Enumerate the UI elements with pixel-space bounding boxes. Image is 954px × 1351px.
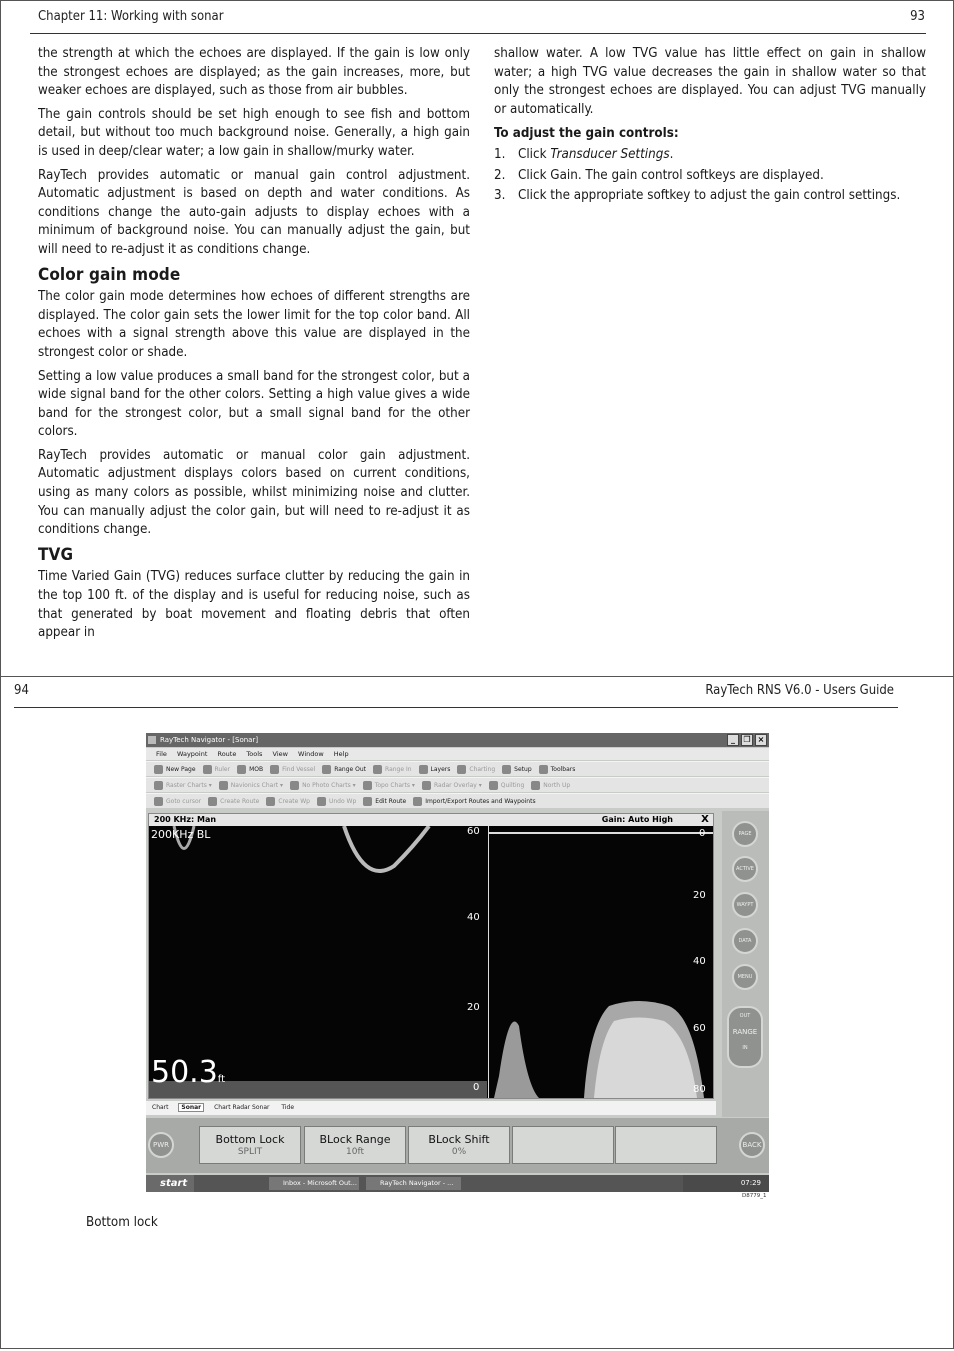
toolbar-icon <box>208 797 217 806</box>
header-rule <box>14 707 898 708</box>
depth-scale-left: 20 <box>467 1002 480 1013</box>
side-button-panel <box>722 811 769 1117</box>
back-button[interactable]: BACK <box>739 1132 765 1158</box>
menu-button[interactable]: MENU <box>732 964 758 990</box>
toolbar-icon <box>489 781 498 790</box>
toolbar-icon <box>502 765 511 774</box>
menu-file[interactable]: File <box>156 750 167 758</box>
guide-title: RayTech RNS V6.0 - Users Guide <box>705 683 894 698</box>
softkey-empty-4[interactable] <box>512 1126 614 1164</box>
toolbar-icon <box>290 781 299 790</box>
toolbar-button[interactable]: Create Wp <box>266 798 310 805</box>
menu-window[interactable]: Window <box>298 750 324 758</box>
paragraph: The gain controls should be set high enough to see fish and bottom detail, but without too much background noise. Generally, a high gain is used in deep/clear water; a low gain in shallow/murky water. <box>38 106 470 159</box>
menu-route[interactable]: Route <box>217 750 237 758</box>
close-panel-icon[interactable]: X <box>701 814 709 825</box>
heading-color-gain: Color gain mode <box>38 264 181 285</box>
toolbar-button[interactable]: No Photo Charts ▾ <box>290 782 356 789</box>
depth-scale-right: 80 <box>693 1084 706 1095</box>
range-label: RANGE <box>732 1028 758 1036</box>
taskbar-outlook[interactable]: Inbox - Microsoft Out... <box>269 1177 359 1190</box>
sonar-status-bar <box>149 814 713 826</box>
toolbar-button[interactable]: Edit Route <box>363 798 406 805</box>
depth-scale-left: 0 <box>473 1082 480 1093</box>
toolbar-icon <box>539 765 548 774</box>
right-column <box>494 45 926 208</box>
list-item: 2. Click Gain. The gain control softkeys are displayed. <box>494 167 824 183</box>
toolbar-icon <box>457 765 466 774</box>
bottom-lock-line <box>489 832 713 834</box>
tab-tide[interactable]: Tide <box>281 1104 295 1111</box>
toolbar-button[interactable]: Find Vessel <box>270 766 315 773</box>
figure-id: D8779_1 <box>742 1193 767 1199</box>
window-title: RayTech Navigator - [Sonar] <box>160 736 259 744</box>
toolbar-icon <box>322 765 331 774</box>
toolbar-icon <box>531 781 540 790</box>
toolbar-icon <box>363 797 372 806</box>
depth-scale-right: 20 <box>693 890 706 901</box>
figure-caption: Bottom lock <box>86 1215 158 1230</box>
tab-chart-radar-sonar[interactable]: Chart Radar Sonar <box>214 1104 270 1111</box>
page-tabs <box>146 1101 716 1115</box>
tab-sonar[interactable]: Sonar <box>178 1103 204 1112</box>
system-clock: 07:29 <box>683 1175 769 1192</box>
toolbar-button[interactable]: Ruler <box>203 766 231 773</box>
paragraph: Time Varied Gain (TVG) reduces surface clutter by reducing the gain in the top 100 ft. of the display and is useful for reducing noise, such as that generated by boat movement and floating debris that often appear in <box>38 569 470 641</box>
menu-waypoint[interactable]: Waypoint <box>176 750 208 758</box>
toolbar-icon <box>363 781 372 790</box>
toolbar-icon <box>154 781 163 790</box>
toolbar-button[interactable]: Navionics Chart ▾ <box>219 782 283 789</box>
paragraph: The color gain mode determines how echoes of different strengths are displayed. The color gain sets the lower limit for the top color band. All echoes with a signal strength above this value are displayed in the strongest color or shade. <box>38 289 470 360</box>
active-button[interactable]: ACTIVE <box>732 856 758 882</box>
menu-tools[interactable]: Tools <box>246 750 263 758</box>
minimize-icon[interactable]: _ <box>727 734 739 746</box>
depth-scale-right: 40 <box>693 956 706 967</box>
toolbar-routes <box>146 793 769 808</box>
toolbar-icon <box>154 765 163 774</box>
toolbar-charts <box>146 777 769 792</box>
paragraph: shallow water. A low TVG value has little effect on gain in shallow water; a high TVG value decreases the gain in shallow water so that only the strongest echoes are displayed. You can adjust TVG manually or automatically. <box>494 46 926 117</box>
toolbar-button[interactable]: Quilting <box>489 782 525 789</box>
left-column <box>38 45 470 648</box>
windows-taskbar <box>146 1175 769 1192</box>
toolbar-button[interactable]: New Page <box>154 766 196 773</box>
toolbar-icon <box>266 797 275 806</box>
softkey-bar <box>146 1118 769 1173</box>
window-titlebar <box>146 733 769 747</box>
heading-tvg: TVG <box>38 544 74 565</box>
paragraph: RayTech provides automatic or manual gain control adjustment. Automatic adjustment is based on depth and water conditions. As conditions change the auto-gain adjusts to display echoes with a minimum of background noise. You can manually adjust the gain, but will need to re-adjust it as conditions change. <box>38 167 470 257</box>
paragraph: the strength at which the echoes are displayed. If the gain is low only the strongest echoes are displayed; as the gain increases, more, but weaker echoes are displayed, such as those from air bubbles. <box>38 46 470 99</box>
toolbar-button[interactable]: Radar Overlay ▾ <box>422 782 482 789</box>
chapter-header: Chapter 11: Working with sonar <box>38 9 224 24</box>
depth-scale-left: 40 <box>467 912 480 923</box>
toolbar-button[interactable]: North Up <box>531 782 570 789</box>
range-out-button[interactable]: OUT <box>739 1013 751 1019</box>
toolbar-button[interactable]: Charting <box>457 766 495 773</box>
depth-scale-right: 60 <box>693 1023 706 1034</box>
taskbar-raytech[interactable]: RayTech Navigator - ... <box>366 1177 461 1190</box>
frequency-mode: 200 KHz: Man <box>154 815 217 824</box>
transducer-settings-link: Transducer Settings <box>550 146 670 162</box>
toolbar-icon <box>270 765 279 774</box>
softkey-bottom-lock[interactable]: Bottom Lock SPLIT <box>199 1126 301 1164</box>
menu-help[interactable]: Help <box>333 750 349 758</box>
toolbar-button[interactable]: Layers <box>419 766 451 773</box>
toolbar-button[interactable]: Range In <box>373 766 412 773</box>
toolbar-icon <box>317 797 326 806</box>
toolbar-icon <box>419 765 428 774</box>
page-button[interactable]: PAGE <box>732 821 758 847</box>
waypoint-button[interactable]: WAYPT <box>732 892 758 918</box>
toolbar-button[interactable]: Topo Charts ▾ <box>363 782 415 789</box>
page-number-93: 93 <box>910 9 925 24</box>
toolbar-icon <box>154 797 163 806</box>
paragraph: Setting a low value produces a small band for the strongest color, but a wide signal band for the other colors. Setting a high value gives a wide band for the strongest color, but a small signal band for the other colors. <box>38 368 470 440</box>
toolbar-icon <box>237 765 246 774</box>
toolbar-button[interactable]: Create Route <box>208 798 259 805</box>
gain-status: Gain: Auto High <box>601 815 673 824</box>
heading-adjust-gain: To adjust the gain controls: <box>494 126 679 142</box>
toolbar-button[interactable]: Import/Export Routes and Waypoints <box>413 798 535 805</box>
toolbar-button[interactable]: Undo Wp <box>317 798 356 805</box>
app-icon <box>148 736 156 744</box>
toolbar-icon <box>203 765 212 774</box>
data-button[interactable]: DATA <box>732 928 758 954</box>
toolbar-button[interactable]: Range Out <box>322 766 366 773</box>
toolbar-button[interactable]: MOB <box>237 766 263 773</box>
paragraph: RayTech provides automatic or manual color gain adjustment. Automatic adjustment displays colors based on current conditions, using as many colors as possible, whilst minimizing noise and clutter. You can manually adjust the color gain, but will need to re-adjust it as conditions change. <box>38 447 470 538</box>
sonar-display[interactable] <box>148 813 714 1099</box>
sonar-echo-image <box>149 826 713 1098</box>
toolbar-icon <box>413 797 422 806</box>
depth-readout: 50.3ft <box>151 1055 226 1090</box>
toolbar-icon <box>422 781 431 790</box>
toolbar-button[interactable]: Goto cursor <box>154 798 201 805</box>
toolbar-icon <box>373 765 382 774</box>
menu-bar <box>146 748 769 760</box>
split-divider <box>488 826 489 1098</box>
list-item: 3. Click the appropriate softkey to adjust the gain control settings. <box>494 188 901 204</box>
page-number-94: 94 <box>14 683 29 698</box>
depth-scale-left: 60 <box>467 826 480 837</box>
toolbar-button[interactable]: Toolbars <box>539 766 576 773</box>
depth-scale-right: 0 <box>699 828 706 839</box>
header-rule <box>30 33 926 34</box>
toolbar-icon <box>219 781 228 790</box>
softkey-empty-5[interactable] <box>615 1126 717 1164</box>
menu-view[interactable]: View <box>272 750 288 758</box>
softkey-block-shift[interactable]: BLock Shift 0% <box>408 1126 510 1164</box>
power-button[interactable]: PWR <box>148 1132 174 1158</box>
toolbar-button[interactable]: Raster Charts ▾ <box>154 782 212 789</box>
start-button[interactable]: start <box>146 1175 194 1192</box>
range-rocker[interactable] <box>727 1006 763 1068</box>
range-in-button[interactable]: IN <box>742 1045 748 1051</box>
steps-list <box>494 146 926 206</box>
tab-chart[interactable]: Chart <box>152 1104 169 1111</box>
raytech-screenshot <box>146 733 769 1192</box>
toolbar-main <box>146 761 769 776</box>
list-item: 1. Click Transducer Settings. <box>494 146 674 162</box>
softkey-block-range[interactable]: BLock Range 10ft <box>304 1126 406 1164</box>
close-icon[interactable]: × <box>755 734 767 746</box>
restore-icon[interactable]: ❐ <box>741 734 753 746</box>
frequency-label: 200KHz BL <box>151 828 211 841</box>
toolbar-button[interactable]: Setup <box>502 766 531 773</box>
